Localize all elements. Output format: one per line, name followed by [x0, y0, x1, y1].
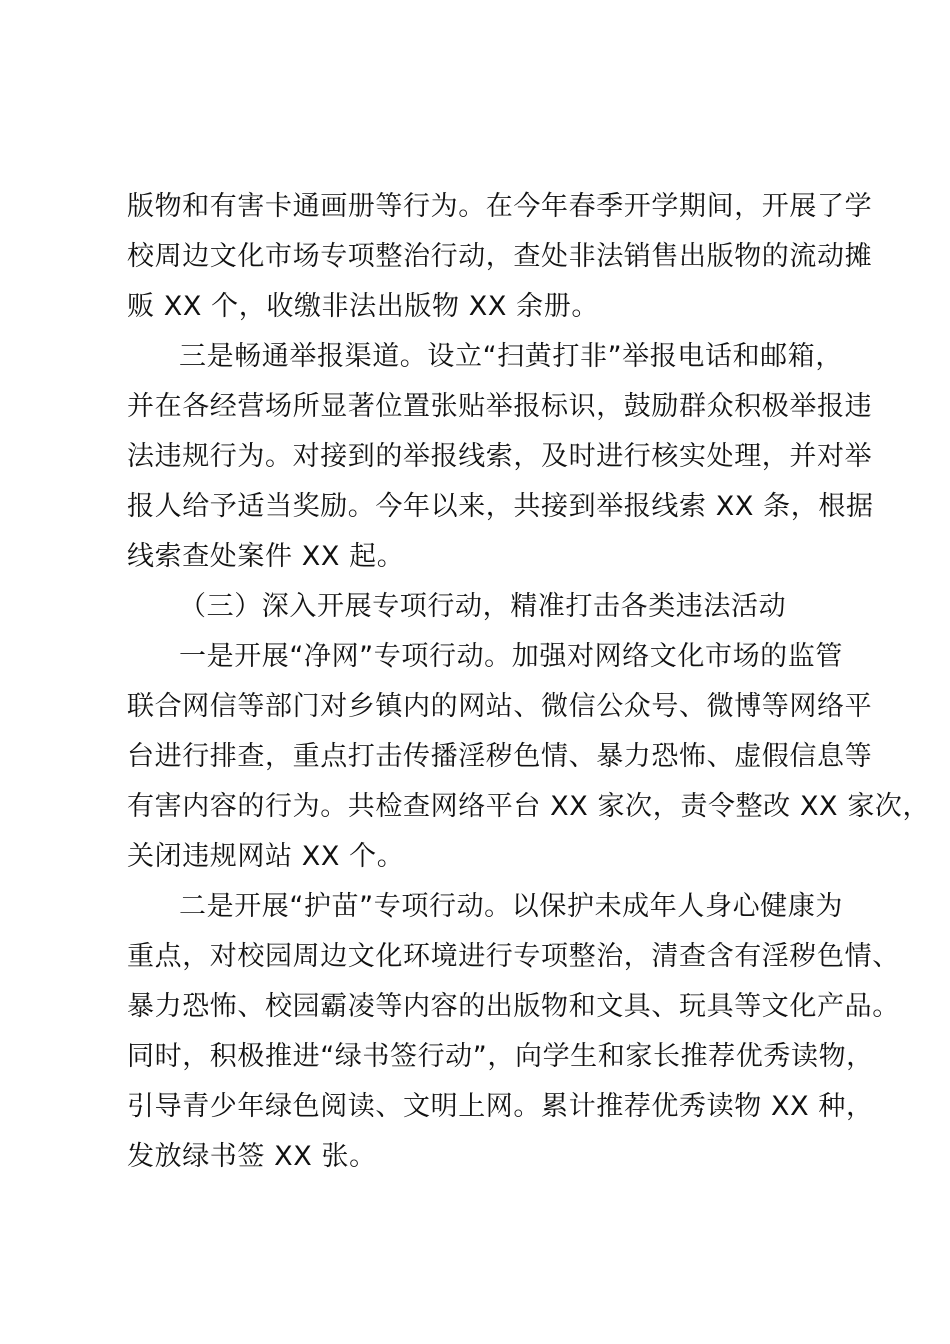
document-body [127, 182, 931, 1182]
text-line: 法违规行为。对接到的举报线索，及时进行核实处理，并对举 [127, 441, 873, 472]
text-line: 同时，积极推进“绿书签行动”，向学生和家长推荐优秀读物， [127, 1041, 874, 1072]
text-line: 重点，对校园周边文化环境进行专项整治，清查含有淫秽色情、 [127, 941, 900, 972]
paragraph-start-line: 一是开展“净网”专项行动。加强对网络文化市场的监管 [179, 641, 843, 672]
section-heading: （三）深入开展专项行动，精准打击各类违法活动 [179, 591, 787, 622]
text-line: 发放绿书签 XX 张。 [127, 1141, 377, 1172]
text-line: 关闭违规网站 XX 个。 [127, 841, 405, 872]
text-line: 线索查处案件 XX 起。 [127, 541, 405, 572]
paragraph-start-line: 二是开展“护苗”专项行动。以保护未成年人身心健康为 [179, 891, 843, 922]
text-line: 贩 XX 个，收缴非法出版物 XX 余册。 [127, 291, 599, 322]
text-line: 有害内容的行为。共检查网络平台 XX 家次，责令整改 XX 家次， [127, 791, 931, 822]
text-line: 并在各经营场所显著位置张贴举报标识，鼓励群众积极举报违 [127, 391, 873, 422]
paragraph-start-line: 三是畅通举报渠道。设立“扫黄打非”举报电话和邮箱， [179, 341, 843, 372]
text-line: 报人给予适当奖励。今年以来，共接到举报线索 XX 条，根据 [127, 491, 874, 522]
text-line: 引导青少年绿色阅读、文明上网。累计推荐优秀读物 XX 种， [127, 1091, 874, 1122]
text-line: 暴力恐怖、校园霸凌等内容的出版物和文具、玩具等文化产品。 [127, 991, 900, 1022]
text-line: 版物和有害卡通画册等行为。在今年春季开学期间，开展了学 [127, 191, 873, 222]
text-line: 联合网信等部门对乡镇内的网站、微信公众号、微博等网络平 [127, 691, 873, 722]
text-line: 台进行排查，重点打击传播淫秽色情、暴力恐怖、虚假信息等 [127, 741, 873, 772]
text-line: 校周边文化市场专项整治行动，查处非法销售出版物的流动摊 [127, 241, 873, 272]
